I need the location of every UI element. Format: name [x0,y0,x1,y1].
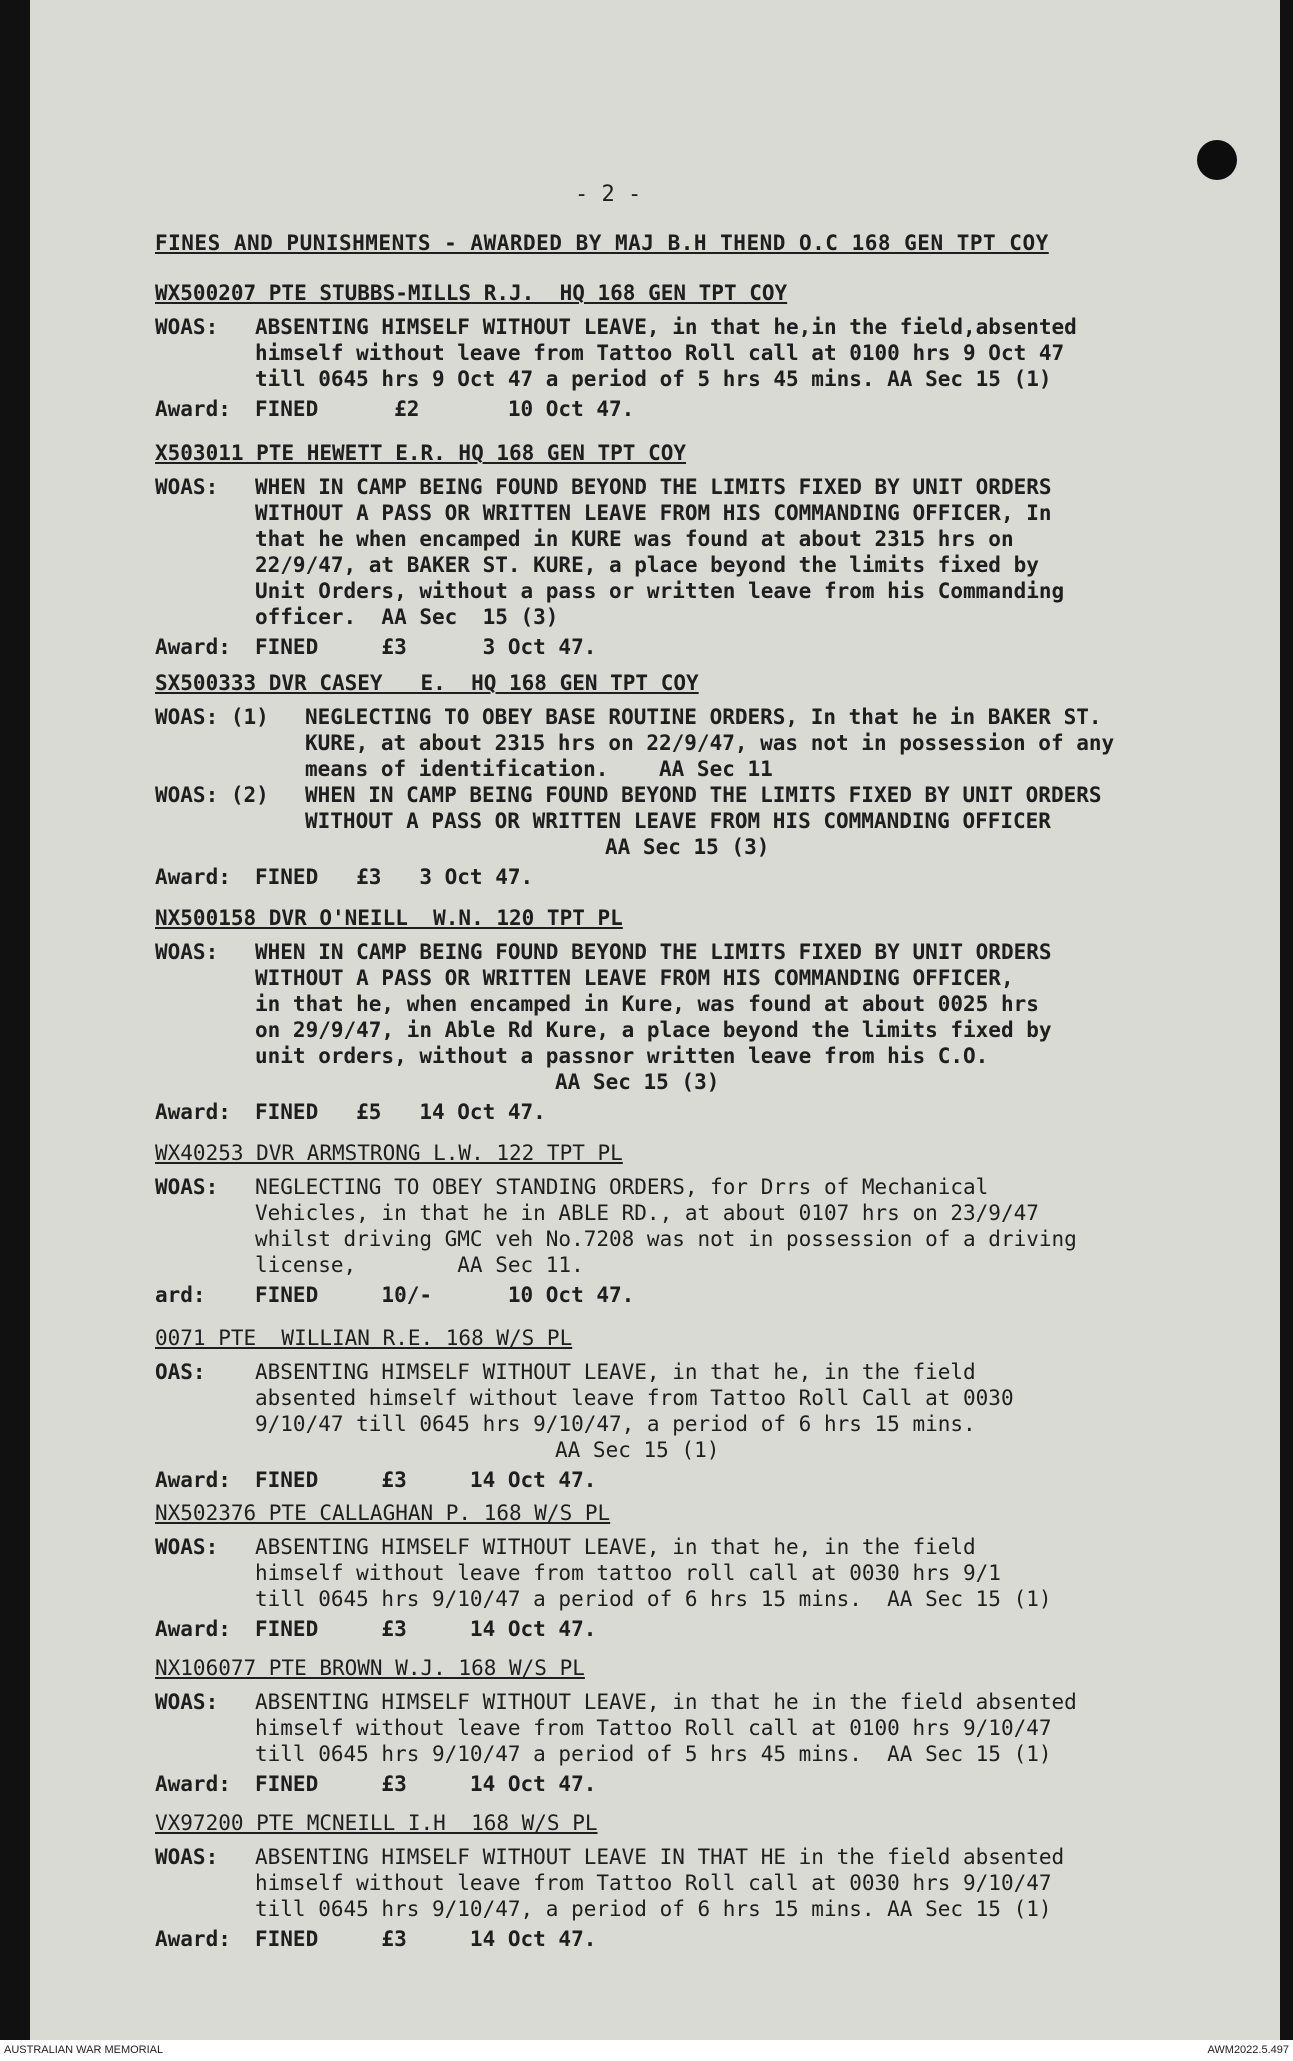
charge-line: ABSENTING HIMSELF WITHOUT LEAVE, in that he, in the field [255,1360,976,1384]
charge-line: on 29/9/47, in Able Rd Kure, a place beyond the limits fixed by [255,1018,1052,1042]
charge-line: KURE, at about 2315 hrs on 22/9/47, was not in possession of any [305,731,1115,755]
charge-text [255,474,1265,630]
document-heading: FINES AND PUNISHMENTS - AWARDED BY MAJ B.H THEND O.C 168 GEN TPT COY [155,231,1049,255]
charge-line: till 0645 hrs 9/10/47 a period of 6 hrs 15 mins. AA Sec 15 (1) [255,1587,1052,1611]
charge-line: whilst driving GMC veh No.7208 was not in possession of a driving [255,1227,1077,1251]
case-entry [155,1140,1265,1308]
award-row [155,1099,1265,1125]
charge-label: WOAS: [155,1535,219,1559]
award-value: FINED £3 14 Oct 47. [255,1772,597,1796]
charge-line: ABSENTING HIMSELF WITHOUT LEAVE, in that he in the field absented [255,1690,1077,1714]
case-entry [155,905,1265,1125]
award-row [155,1282,1265,1308]
charge-line: unit orders, without a passnor written leave from his C.O. [255,1044,989,1068]
award-value: FINED £3 14 Oct 47. [255,1617,597,1641]
charge-line: WITHOUT A PASS OR WRITTEN LEAVE FROM HIS COMMANDING OFFICER, In [255,501,1052,525]
charge-line: NEGLECTING TO OBEY STANDING ORDERS, for Drrs of Mechanical [255,1175,989,1199]
charge-text [255,1174,1265,1278]
archive-footer [0,2040,1293,2061]
charge-reference: AA Sec 15 (3) [555,1070,720,1094]
charge-line: WITHOUT A PASS OR WRITTEN LEAVE FROM HIS COMMANDING OFFICER, [255,966,1014,990]
case-id: NX500158 DVR O'NEILL W.N. 120 TPT PL [155,906,623,930]
charge-line: himself without leave from Tattoo Roll call at 0100 hrs 9 Oct 47 [255,341,1065,365]
case-id: SX500333 DVR CASEY E. HQ 168 GEN TPT COY [155,671,699,695]
charge-line: WHEN IN CAMP BEING FOUND BEYOND THE LIMITS FIXED BY UNIT ORDERS [255,475,1052,499]
charge-line: 9/10/47 till 0645 hrs 9/10/47, a period of 6 hrs 15 mins. [255,1412,976,1436]
charge-row [155,314,1265,392]
case-entry [155,1810,1265,1952]
case-id: NX106077 PTE BROWN W.J. 168 W/S PL [155,1656,585,1680]
award-row [155,1771,1265,1797]
charge-row [155,1359,1265,1463]
case-id: NX502376 PTE CALLAGHAN P. 168 W/S PL [155,1501,611,1525]
award-row [155,634,1265,660]
case-entry [155,1655,1265,1797]
charge-row [155,1689,1265,1767]
charge-label: WOAS: (1) [155,705,269,729]
case-id: 0071 PTE WILLIAN R.E. 168 W/S PL [155,1326,573,1350]
charge-row [155,939,1265,1095]
charge-line: WHEN IN CAMP BEING FOUND BEYOND THE LIMITS FIXED BY UNIT ORDERS [255,940,1052,964]
award-label: Award: [155,865,231,889]
award-label: Award: [155,1772,231,1796]
case-entry [155,670,1265,890]
case-entry [155,280,1265,422]
charge-line: himself without leave from tattoo roll call at 0030 hrs 9/1 [255,1561,1001,1585]
charge-line: officer. AA Sec 15 (3) [255,605,559,629]
charge-line: WITHOUT A PASS OR WRITTEN LEAVE FROM HIS COMMANDING OFFICER [305,809,1051,833]
charge-label: WOAS: [155,940,219,964]
charge-row [155,474,1265,630]
charge-text [255,1359,1265,1463]
charge-text [305,704,1265,782]
footer-archive-name: AUSTRALIAN WAR MEMORIAL [4,2044,164,2056]
charge-line: absented himself without leave from Tattoo Roll Call at 0030 [255,1386,1014,1410]
award-label: Award: [155,1927,231,1951]
award-row [155,864,1265,890]
award-row [155,396,1265,422]
charge-line: himself without leave from Tattoo Roll call at 0100 hrs 9/10/47 [255,1716,1052,1740]
charge-reference: AA Sec 15 (3) [605,835,770,859]
charge-label: WOAS: [155,1690,219,1714]
charge-label: WOAS: [155,1175,219,1199]
award-label: Award: [155,397,231,421]
award-label: Award: [155,1617,231,1641]
charge-row [155,782,1265,860]
charge-line: license, AA Sec 11. [255,1253,584,1277]
charge-line: till 0645 hrs 9/10/47, a period of 6 hrs 15 mins. AA Sec 15 (1) [255,1897,1052,1921]
charge-line: till 0645 hrs 9 Oct 47 a period of 5 hrs 45 mins. AA Sec 15 (1) [255,367,1052,391]
charge-label: WOAS: (2) [155,783,269,807]
page-number: - 2 - [575,182,642,207]
charge-line: ABSENTING HIMSELF WITHOUT LEAVE, in that he, in the field [255,1535,976,1559]
charge-text [255,939,1265,1095]
charge-label: WOAS: [155,475,219,499]
case-id: WX500207 PTE STUBBS-MILLS R.J. HQ 168 GEN TPT COY [155,281,788,305]
case-id: X503011 PTE HEWETT E.R. HQ 168 GEN TPT COY [155,441,687,465]
charge-line: that he when encamped in KURE was found at about 2315 hrs on [255,527,1014,551]
charge-row [155,1534,1265,1612]
footer-reference-number: AWM2022.5.497 [1207,2044,1289,2056]
charge-row [155,704,1265,782]
award-row [155,1926,1265,1952]
charge-text [255,314,1265,392]
award-value: FINED £3 14 Oct 47. [255,1468,597,1492]
charge-line: Unit Orders, without a pass or written leave from his Commanding [255,579,1065,603]
award-value: FINED £3 3 Oct 47. [255,865,534,889]
case-entry [155,1325,1265,1493]
charge-text [255,1689,1265,1767]
award-value: FINED £5 14 Oct 47. [255,1100,546,1124]
charge-line: Vehicles, in that he in ABLE RD., at about 0107 hrs on 23/9/47 [255,1201,1039,1225]
case-entry [155,1500,1265,1642]
charge-line: 22/9/47, at BAKER ST. KURE, a place beyond the limits fixed by [255,553,1039,577]
charge-text [255,1534,1265,1612]
charge-line: means of identification. AA Sec 11 [305,757,773,781]
charge-label: OAS: [155,1360,206,1384]
case-id: WX40253 DVR ARMSTRONG L.W. 122 TPT PL [155,1141,623,1165]
case-id: VX97200 PTE MCNEILL I.H 168 W/S PL [155,1811,598,1835]
charge-row [155,1844,1265,1922]
charge-row [155,1174,1265,1278]
award-row [155,1467,1265,1493]
charge-line: WHEN IN CAMP BEING FOUND BEYOND THE LIMITS FIXED BY UNIT ORDERS [305,783,1102,807]
award-value: FINED £2 10 Oct 47. [255,397,635,421]
charge-label: WOAS: [155,315,219,339]
award-value: FINED £3 3 Oct 47. [255,635,597,659]
charge-line: NEGLECTING TO OBEY BASE ROUTINE ORDERS, In that he in BAKER ST. [305,705,1102,729]
charge-label: WOAS: [155,1845,219,1869]
award-row [155,1616,1265,1642]
charge-line: in that he, when encamped in Kure, was found at about 0025 hrs [255,992,1039,1016]
award-label: Award: [155,1100,231,1124]
award-value: FINED 10/- 10 Oct 47. [255,1283,635,1307]
charge-line: till 0645 hrs 9/10/47 a period of 5 hrs 45 mins. AA Sec 15 (1) [255,1742,1052,1766]
charge-line: ABSENTING HIMSELF WITHOUT LEAVE IN THAT HE in the field absented [255,1845,1065,1869]
award-label: Award: [155,635,231,659]
award-value: FINED £3 14 Oct 47. [255,1927,597,1951]
charge-reference: AA Sec 15 (1) [555,1438,720,1462]
charge-text [255,1844,1265,1922]
charge-line: himself without leave from Tattoo Roll call at 0030 hrs 9/10/47 [255,1871,1052,1895]
award-label: Award: [155,1468,231,1492]
charge-text [305,782,1265,860]
award-label: ard: [155,1283,206,1307]
charge-line: ABSENTING HIMSELF WITHOUT LEAVE, in that he,in the field,absented [255,315,1077,339]
case-entry [155,440,1265,660]
